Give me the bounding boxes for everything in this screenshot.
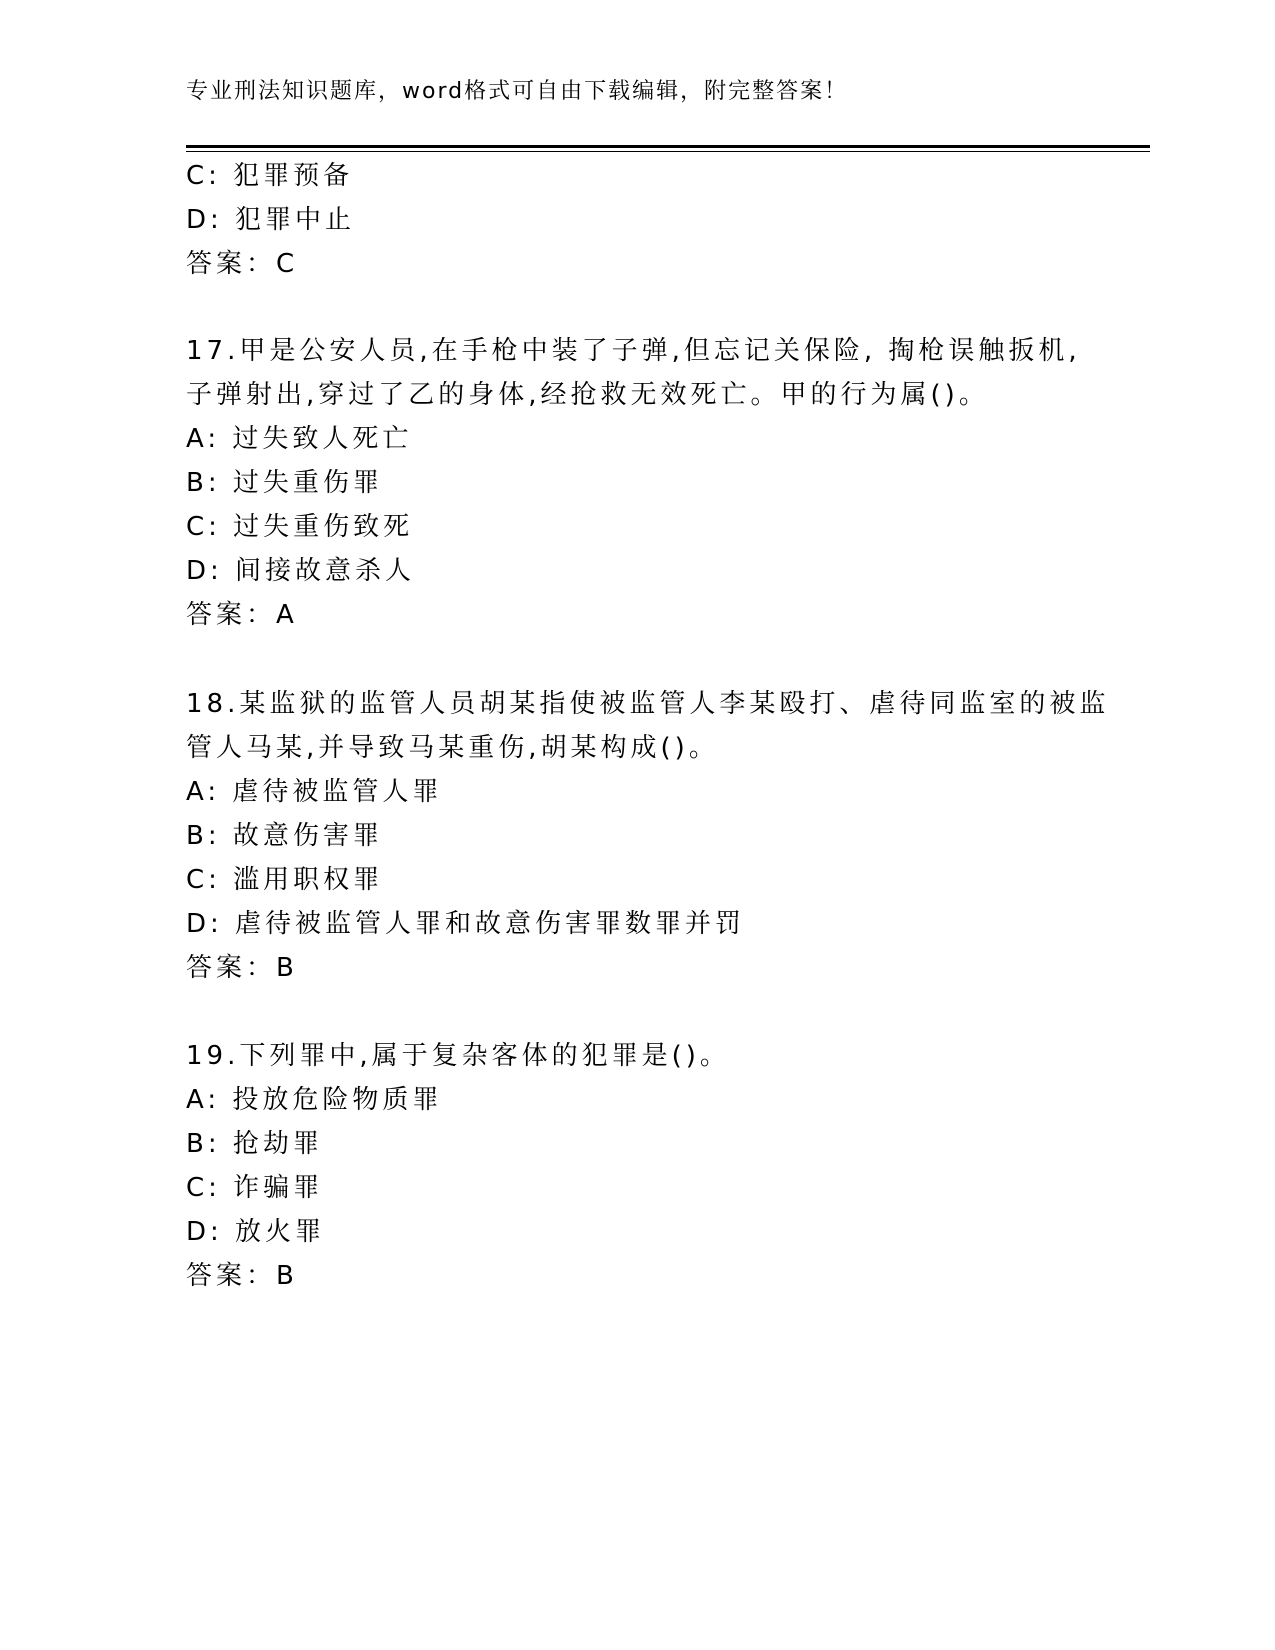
option-c: C: 过失重伤致死 xyxy=(186,512,414,542)
header-rule-thick xyxy=(186,145,1150,148)
option-a: A: 投放危险物质罪 xyxy=(186,1085,443,1115)
option-b: B: 抢劫罪 xyxy=(186,1129,323,1159)
question-stem: 17.甲是公安人员,在手枪中装了子弹,但忘记关保险, 掏枪误触扳机, xyxy=(186,336,1081,366)
option-b: B: 故意伤害罪 xyxy=(186,821,383,851)
question-stem: 子弹射出,穿过了乙的身体,经抢救无效死亡。甲的行为属()。 xyxy=(186,380,989,410)
option-c: C: 诈骗罪 xyxy=(186,1173,324,1203)
option-d: D: 犯罪中止 xyxy=(186,205,356,235)
question-stem: 19.下列罪中,属于复杂客体的犯罪是()。 xyxy=(186,1041,730,1071)
answer-line: 答案：C xyxy=(186,249,299,279)
option-c: C: 犯罪预备 xyxy=(186,161,354,191)
option-a: A: 虐待被监管人罪 xyxy=(186,777,443,807)
option-d: D: 间接故意杀人 xyxy=(186,556,416,586)
option-c: C: 滥用职权罪 xyxy=(186,865,384,895)
answer-line: 答案：B xyxy=(186,953,298,983)
option-d: D: 放火罪 xyxy=(186,1217,326,1247)
answer-line: 答案：B xyxy=(186,1261,298,1291)
question-stem: 管人马某,并导致马某重伤,胡某构成()。 xyxy=(186,733,719,763)
option-b: B: 过失重伤罪 xyxy=(186,468,383,498)
answer-line: 答案：A xyxy=(186,600,298,630)
option-d: D: 虐待被监管人罪和故意伤害罪数罪并罚 xyxy=(186,909,746,939)
header-rule-thin xyxy=(186,151,1150,152)
option-a: A: 过失致人死亡 xyxy=(186,424,413,454)
page-header: 专业刑法知识题库，word格式可自由下载编辑，附完整答案！ xyxy=(186,79,849,104)
question-stem: 18.某监狱的监管人员胡某指使被监管人李某殴打、虐待同监室的被监 xyxy=(186,689,1110,719)
